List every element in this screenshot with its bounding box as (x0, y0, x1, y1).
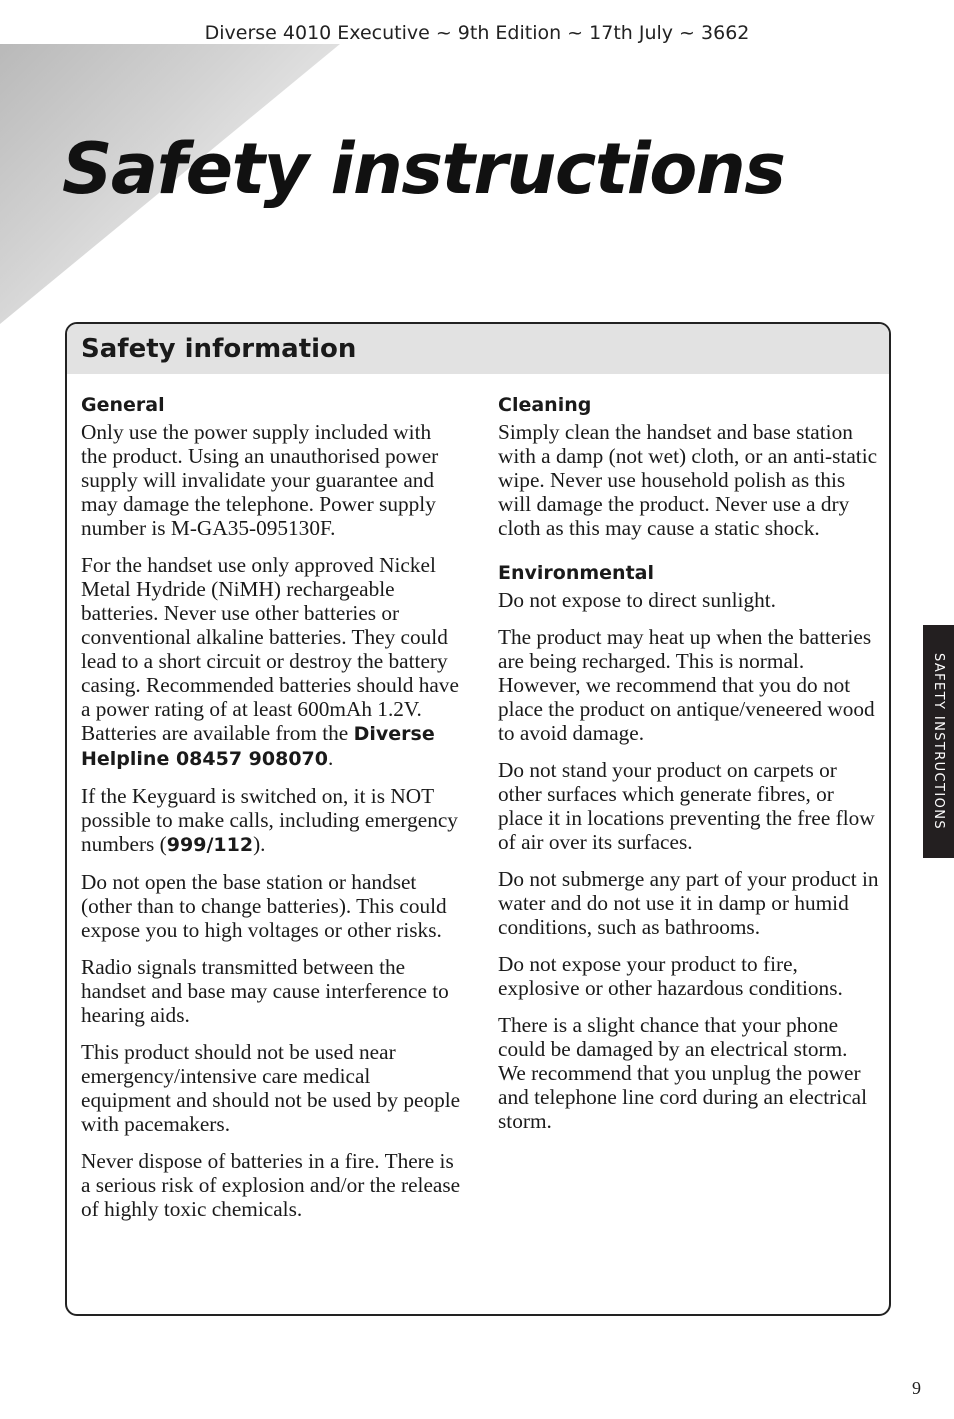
panel-header (67, 324, 889, 374)
cleaning-heading: Cleaning (498, 394, 592, 416)
section-side-tab (923, 625, 954, 858)
page-number: 9 (912, 1378, 921, 1398)
general-paragraph-2-text: For the handset use only approved Nickel Metal Hydride (NiMH) rechargeable batteries. Never use other batteries or conventional alkaline batteries. They could lead to a short circuit or destroy the battery casing. Recommended batteries should have a power rating of at least 600mAh 1.2V. Batteries are available from the (81, 553, 459, 745)
emergency-number-112: 112 (213, 834, 254, 856)
general-paragraph-3-end: ). (253, 832, 266, 856)
safety-information-panel (65, 322, 891, 1316)
general-paragraph-4: Do not open the base station or handset (other than to change batteries). This could expose you to high voltages or other risks. (81, 870, 447, 942)
general-heading: General (81, 394, 165, 416)
emergency-number-separator: / (206, 834, 214, 856)
environmental-heading: Environmental (498, 562, 654, 584)
general-paragraph-1: Only use the power supply included with the product. Using an unauthorised power supply will invalidate your guarantee and may damage the telephone. Power supply number is M-GA35-095130F. (81, 420, 439, 540)
emergency-number-999: 999 (166, 834, 207, 856)
environmental-paragraph-5: Do not expose your product to fire, explosive or other hazardous conditions. (498, 952, 843, 1000)
left-column (81, 394, 461, 1234)
general-paragraph-3 (81, 784, 461, 857)
cleaning-paragraph-1: Simply clean the handset and base station with a damp (not wet) cloth, or an anti-static wipe. Never use household polish as this will damage the product. Never use a dry cloth as this may cause a static shock. (498, 420, 878, 540)
environmental-paragraph-6: There is a slight chance that your phone could be damaged by an electrical storm. We recommend that you unplug the power and telephone line cord during an electrical storm. (498, 1013, 867, 1133)
diverse-helpline-number: Diverse Helpline 08457 908070 (81, 723, 435, 770)
general-paragraph-2-end: . (328, 746, 334, 770)
environmental-paragraph-3: Do not stand your product on carpets or other surfaces which generate fibres, or place it in locations preventing the free flow of air over its surfaces. (498, 758, 875, 854)
side-tab-label: SAFETY INSTRUCTIONS (931, 652, 946, 831)
general-paragraph-5: Radio signals transmitted between the handset and base may cause interference to hearing aids. (81, 955, 449, 1027)
environmental-paragraph-2: The product may heat up when the batteries are being recharged. This is normal. However, we recommend that you do not place the product on antique/veneered wood to avoid damage. (498, 625, 875, 745)
environmental-paragraph-4: Do not submerge any part of your product in water and do not use it in damp or humid conditions, such as bathrooms. (498, 867, 879, 939)
general-paragraph-6: This product should not be used near emergency/intensive care medical equipment and should not be used by people with pacemakers. (81, 1040, 461, 1136)
general-paragraph-3-text: If the Keyguard is switched on, it is NOT possible to make calls, including emergency numbers ( (81, 784, 458, 856)
page-title: Safety instructions (62, 128, 785, 210)
panel-title: Safety information (81, 334, 357, 364)
general-paragraph-7: Never dispose of batteries in a fire. There is a serious risk of explosion and/or the release of highly toxic chemicals. (81, 1149, 461, 1221)
general-paragraph-2 (81, 553, 461, 771)
environmental-paragraph-1: Do not expose to direct sunlight. (498, 588, 777, 612)
right-column (498, 394, 880, 1146)
running-header: Diverse 4010 Executive ~ 9th Edition ~ 17th July ~ 3662 (204, 22, 750, 44)
